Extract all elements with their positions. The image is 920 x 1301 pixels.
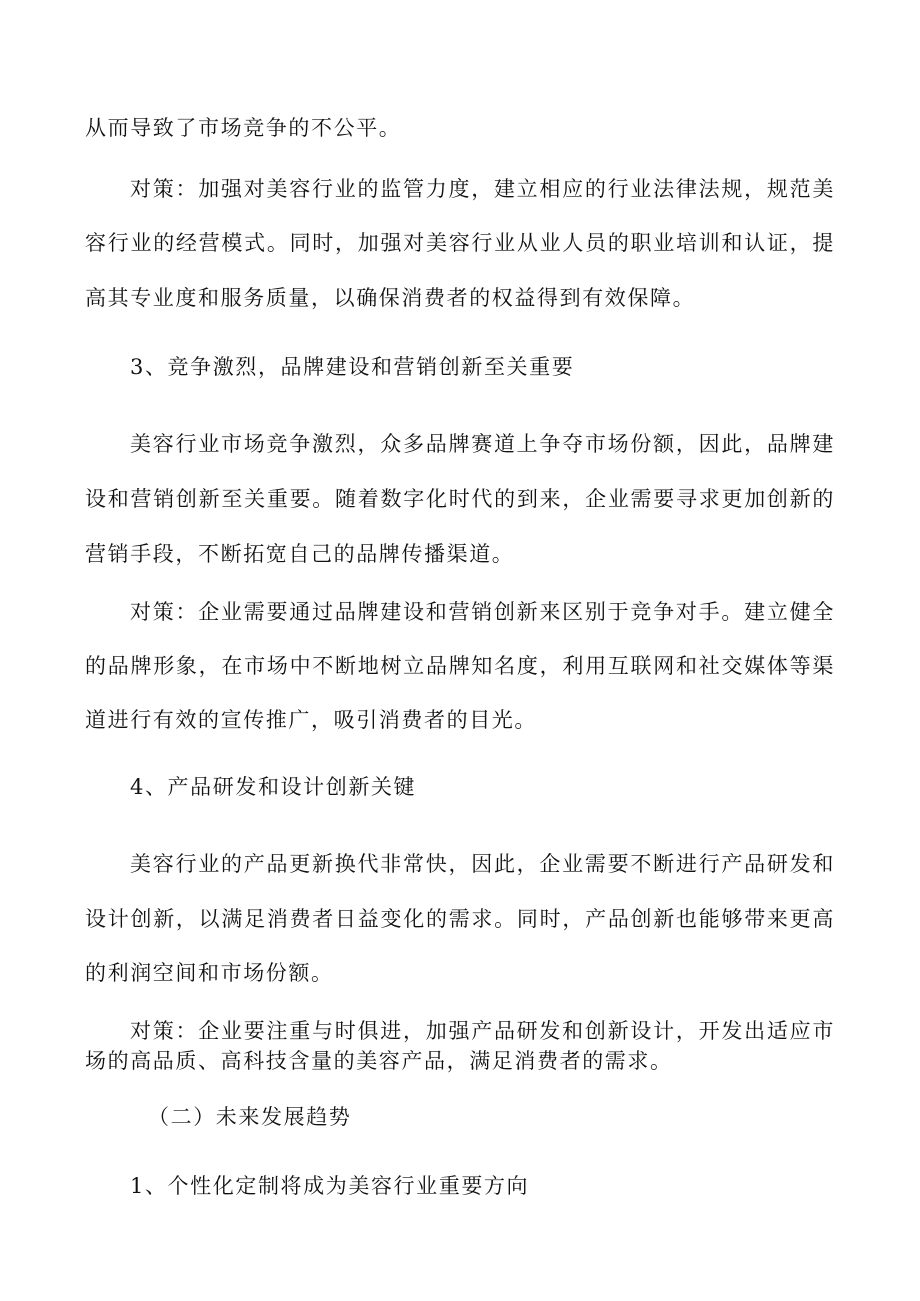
paragraph-line: 场的高品质、高科技含量的美容产品，满足消费者的需求。 [85, 1049, 673, 1073]
paragraph-line: 道进行有效的宣传推广，吸引消费者的目光。 [85, 708, 537, 732]
paragraph-line: 对策：企业需要通过品牌建设和营销创新来区别于竞争对手。建立健全 [130, 600, 835, 624]
subsection-heading: （二）未来发展趋势 [148, 1105, 352, 1129]
paragraph-line: 对策：加强对美容行业的监管力度，建立相应的行业法律法规，规范美 [130, 177, 835, 201]
paragraph-line: 设计创新，以满足消费者日益变化的需求。同时，产品创新也能够带来更高 [85, 907, 835, 931]
paragraph-line: 对策：企业要注重与时俱进，加强产品研发和创新设计，开发出适应市 [130, 1019, 835, 1043]
paragraph-line: 的品牌形象，在市场中不断地树立品牌知名度，利用互联网和社交媒体等渠 [85, 654, 835, 678]
paragraph-line: 高其专业度和服务质量，以确保消费者的权益得到有效保障。 [85, 286, 696, 310]
paragraph-line: 的利润空间和市场份额。 [85, 961, 334, 985]
paragraph-line: 美容行业的产品更新换代非常快，因此，企业需要不断进行产品研发和 [130, 852, 835, 876]
paragraph-line: 营销手段，不断拓宽自己的品牌传播渠道。 [85, 542, 515, 566]
paragraph-line: 容行业的经营模式。同时，加强对美容行业从业人员的职业培训和认证，提 [85, 231, 835, 255]
section-heading: 1、个性化定制将成为美容行业重要方向 [130, 1174, 530, 1198]
section-heading: 3、竞争激烈，品牌建设和营销创新至关重要 [130, 355, 575, 379]
paragraph-line: 美容行业市场竞争激烈，众多品牌赛道上争夺市场份额，因此，品牌建 [130, 432, 835, 456]
paragraph-line: 从而导致了市场竞争的不公平。 [85, 116, 402, 140]
section-heading: 4、产品研发和设计创新关键 [130, 775, 417, 799]
paragraph-line: 设和营销创新至关重要。随着数字化时代的到来，企业需要寻求更加创新的 [85, 487, 835, 511]
